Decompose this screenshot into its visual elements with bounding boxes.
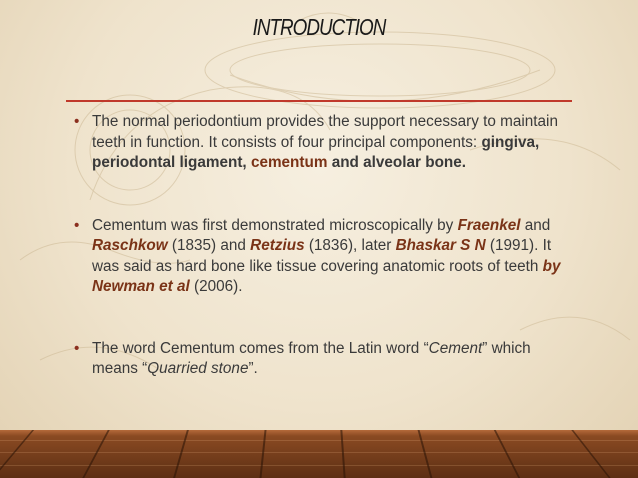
text-segment: The normal periodontium provides the support necessary to maintain teeth in function. It consists of four principal components:	[92, 113, 558, 151]
bullet-icon: •	[74, 339, 80, 357]
bullet-periodontium	[74, 112, 574, 174]
term-alveolar-bone: and alveolar bone.	[331, 154, 467, 171]
term-cementum: cementum	[250, 154, 328, 171]
slide-title: INTRODUCTION	[252, 14, 386, 40]
name-raschkow: Raschkow	[92, 237, 168, 254]
term-quarried-stone: Quarried stone	[147, 360, 249, 377]
text-segment: (2006).	[189, 278, 243, 295]
text-segment: ” which means “	[92, 339, 531, 377]
name-bhaskar: Bhaskar S N	[395, 237, 486, 254]
name-fraenkel: Fraenkel	[457, 216, 521, 234]
bullet-icon: •	[74, 216, 80, 234]
citation-newman: by Newman et al	[92, 257, 561, 295]
text-segment: (1991). It was said as hard bone like tissue covering anatomic roots of teeth	[92, 237, 552, 275]
bullet-list	[74, 112, 574, 380]
text-segment: The word Cementum comes from the Latin word “	[92, 339, 429, 357]
text-segment: ”.	[248, 360, 258, 377]
bullet-icon: •	[74, 113, 80, 130]
wooden-floor	[0, 430, 638, 478]
title-divider	[66, 100, 572, 102]
bullet-cementum-history	[74, 216, 574, 298]
text-segment: (1836), later	[304, 237, 396, 254]
bullet-etymology	[74, 339, 574, 380]
text-segment: Cementum was first demonstrated microscopically by	[92, 216, 458, 234]
text-segment: and	[520, 216, 551, 234]
text-segment: (1835) and	[167, 237, 251, 254]
name-retzius: Retzius	[250, 237, 305, 254]
term-cement: Cement	[428, 339, 483, 357]
term-gingiva-ligament: gingiva, periodontal ligament,	[92, 133, 540, 171]
